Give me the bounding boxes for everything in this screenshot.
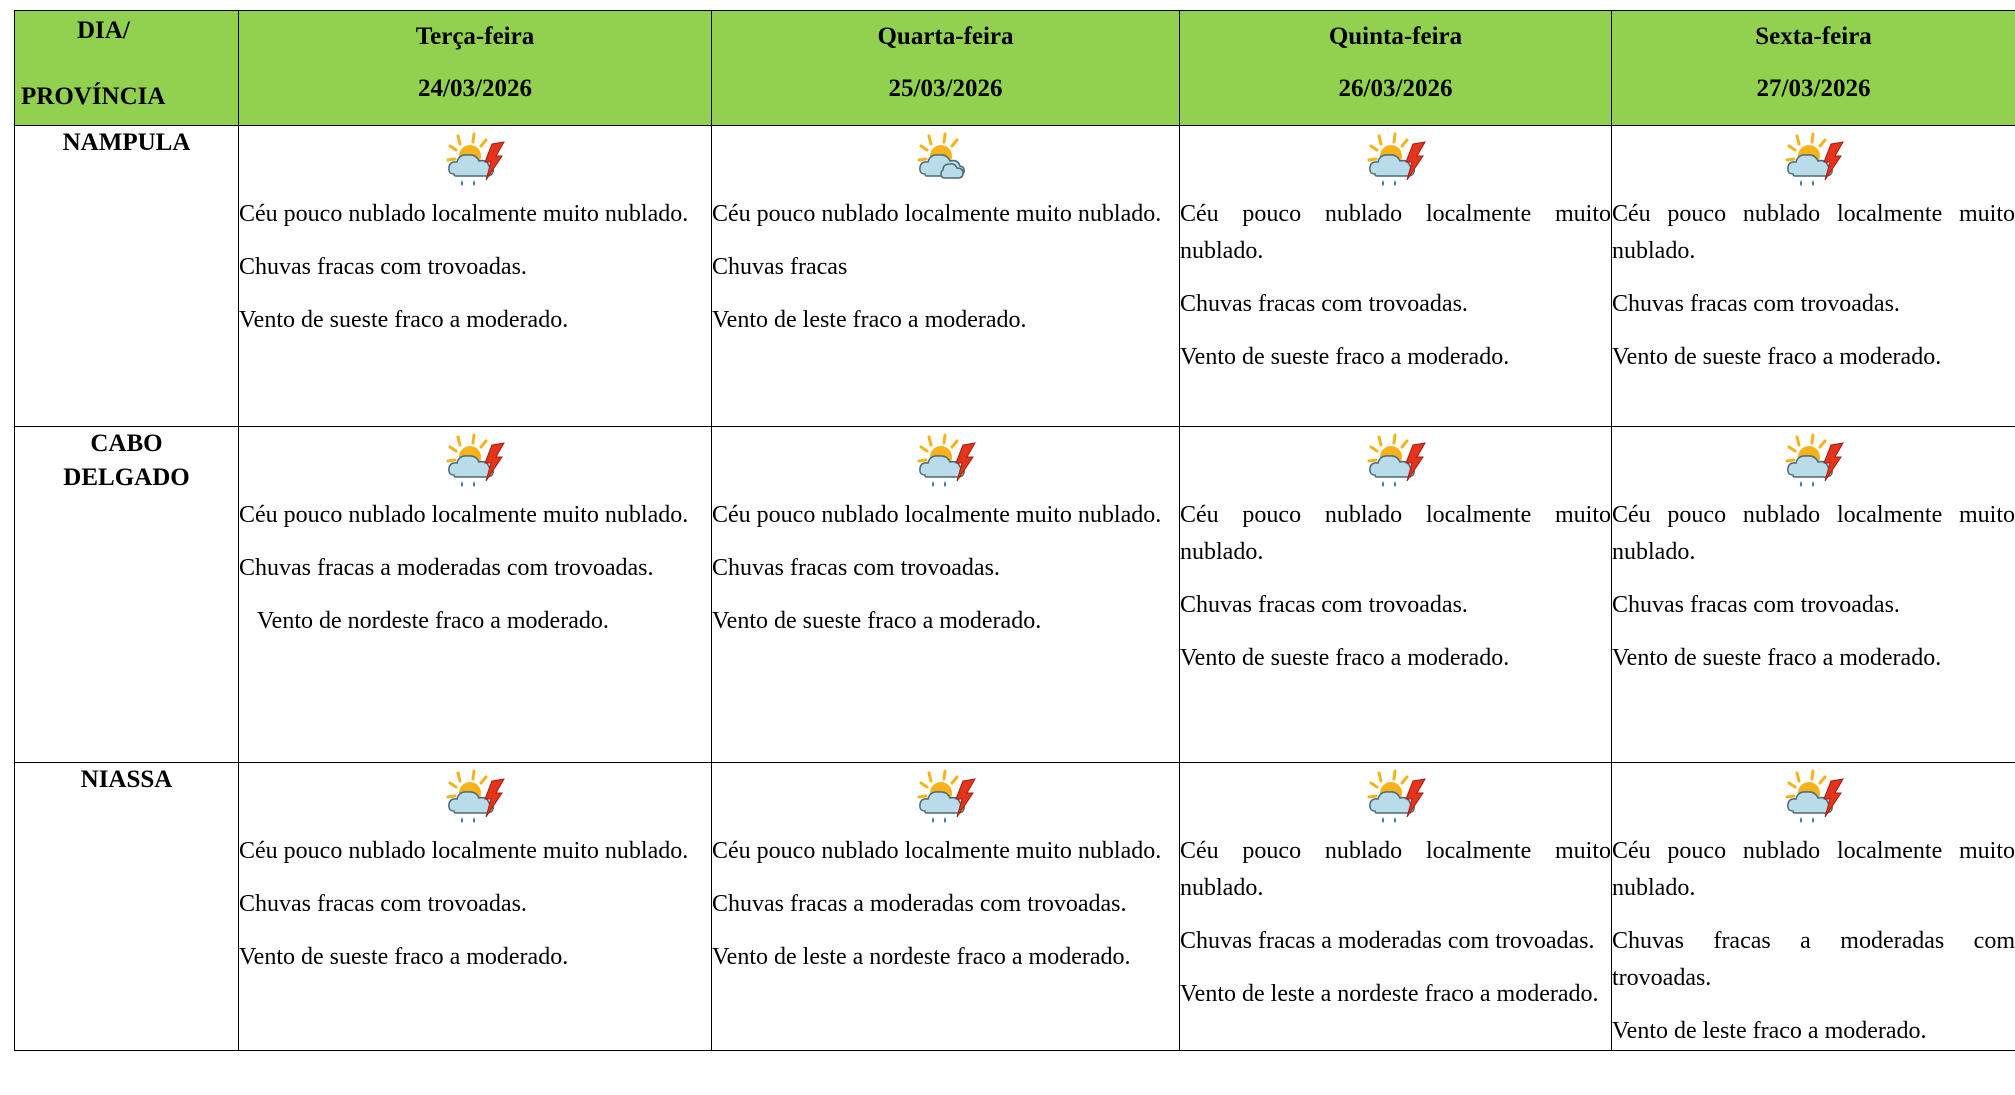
- sky-condition: Céu pouco nublado localmente muito nublado.: [239, 502, 689, 528]
- weather-icon-wrapper: [239, 126, 711, 196]
- sky-condition: Céu pouco nublado localmente muito nublado.: [1612, 201, 2015, 264]
- wind-condition: Vento de leste fraco a moderado.: [712, 307, 1027, 333]
- day-name: Quinta-feira: [1328, 23, 1463, 50]
- forecast-cell: [712, 763, 1180, 1051]
- sky-condition: Céu pouco nublado localmente muito nublado.: [1180, 502, 1611, 565]
- province-name-line: NIASSA: [80, 766, 173, 793]
- weather-icon-wrapper: [1612, 427, 2015, 497]
- wind-condition: Vento de sueste fraco a moderado.: [239, 944, 569, 970]
- day-header-label: DIA/: [77, 17, 130, 44]
- sky-condition: Céu pouco nublado localmente muito nublado.: [712, 502, 1162, 528]
- rain-condition: Chuvas fracas a moderadas com trovoadas.: [239, 555, 654, 581]
- rain-condition: Chuvas fracas com trovoadas.: [1612, 291, 1900, 317]
- day-name: Quarta-feira: [877, 23, 1014, 50]
- partly-cloudy-thunderstorm-icon: [913, 433, 979, 491]
- day-date: 26/03/2026: [1338, 75, 1453, 102]
- weather-icon-wrapper: [712, 763, 1179, 833]
- forecast-cell: [712, 126, 1180, 427]
- partly-cloudy-thunderstorm-icon: [1363, 132, 1429, 190]
- sky-condition: Céu pouco nublado localmente muito nublado.: [712, 838, 1162, 864]
- wind-condition: Vento de leste fraco a moderado.: [1612, 1018, 1927, 1044]
- wind-condition: Vento de sueste fraco a moderado.: [1612, 645, 1942, 671]
- sky-condition: Céu pouco nublado localmente muito nublado.: [712, 201, 1162, 227]
- weather-icon-wrapper: [1180, 763, 1611, 833]
- rain-condition: Chuvas fracas com trovoadas.: [712, 555, 1000, 581]
- forecast-cell: [1612, 763, 2015, 1051]
- forecast-cell: [1180, 427, 1612, 763]
- forecast-cell: [1180, 763, 1612, 1051]
- sky-condition: Céu pouco nublado localmente muito nublado.: [239, 201, 689, 227]
- day-date: 27/03/2026: [1756, 75, 1871, 102]
- rain-condition: Chuvas fracas com trovoadas.: [239, 891, 527, 917]
- forecast-table: [14, 10, 2015, 1051]
- weather-icon-wrapper: [239, 427, 711, 497]
- day-header: [1612, 11, 2015, 126]
- sky-condition: Céu pouco nublado localmente muito nublado.: [1612, 502, 2015, 565]
- forecast-cell: [239, 763, 712, 1051]
- partly-cloudy-thunderstorm-icon: [1781, 132, 1847, 190]
- partly-cloudy-thunderstorm-icon: [913, 769, 979, 827]
- sky-condition: Céu pouco nublado localmente muito nublado.: [1612, 838, 2015, 901]
- sky-condition: Céu pouco nublado localmente muito nublado.: [239, 838, 689, 864]
- province-name: [15, 763, 239, 1051]
- partly-cloudy-thunderstorm-icon: [442, 132, 508, 190]
- forecast-cell: [239, 126, 712, 427]
- partly-cloudy-thunderstorm-icon: [1781, 433, 1847, 491]
- province-name-line: CABO: [90, 430, 163, 457]
- weather-icon-wrapper: [712, 126, 1179, 196]
- weather-icon-wrapper: [239, 763, 711, 833]
- day-header: [239, 11, 712, 126]
- province-name-line: DELGADO: [63, 464, 190, 491]
- province-row: [15, 427, 2015, 763]
- province-name: [15, 126, 239, 427]
- partly-cloudy-thunderstorm-icon: [1781, 769, 1847, 827]
- weather-icon-wrapper: [712, 427, 1179, 497]
- wind-condition: Vento de sueste fraco a moderado.: [239, 307, 569, 333]
- weather-icon-wrapper: [1180, 427, 1611, 497]
- province-name-line: NAMPULA: [62, 129, 191, 156]
- wind-condition: Vento de sueste fraco a moderado.: [1180, 344, 1510, 370]
- sky-condition: Céu pouco nublado localmente muito nublado.: [1180, 201, 1611, 264]
- weather-icon-wrapper: [1612, 126, 2015, 196]
- wind-condition: Vento de sueste fraco a moderado.: [712, 608, 1042, 634]
- weather-icon-wrapper: [1180, 126, 1611, 196]
- rain-condition: Chuvas fracas a moderadas com trovoadas.: [1180, 928, 1595, 954]
- province-row: [15, 763, 2015, 1051]
- forecast-cell: [712, 427, 1180, 763]
- rain-condition: Chuvas fracas: [712, 254, 848, 280]
- wind-condition: Vento de leste a nordeste fraco a moderado.: [712, 944, 1131, 970]
- wind-condition: Vento de sueste fraco a moderado.: [1180, 645, 1510, 671]
- weather-icon-wrapper: [1612, 763, 2015, 833]
- wind-condition: Vento de nordeste fraco a moderado.: [257, 608, 609, 634]
- rain-condition: Chuvas fracas com trovoadas.: [239, 254, 527, 280]
- day-header: [1180, 11, 1612, 126]
- corner-header: [15, 11, 239, 126]
- partly-cloudy-thunderstorm-icon: [1363, 769, 1429, 827]
- rain-condition: Chuvas fracas com trovoadas.: [1180, 291, 1468, 317]
- partly-cloudy-icon: [913, 132, 979, 190]
- day-name: Sexta-feira: [1755, 23, 1872, 50]
- sky-condition: Céu pouco nublado localmente muito nublado.: [1180, 838, 1611, 901]
- day-date: 24/03/2026: [418, 75, 532, 102]
- day-date: 25/03/2026: [888, 75, 1003, 102]
- province-row: [15, 126, 2015, 427]
- province-header-label: PROVÍNCIA: [21, 83, 166, 110]
- rain-condition: Chuvas fracas com trovoadas.: [1612, 592, 1900, 618]
- partly-cloudy-thunderstorm-icon: [442, 769, 508, 827]
- province-name: [15, 427, 239, 763]
- forecast-cell: [239, 427, 712, 763]
- forecast-cell: [1612, 126, 2015, 427]
- wind-condition: Vento de leste a nordeste fraco a moderado.: [1180, 981, 1599, 1007]
- day-header: [712, 11, 1180, 126]
- header-row: [15, 11, 2015, 126]
- forecast-cell: [1180, 126, 1612, 427]
- day-name: Terça-feira: [415, 23, 535, 50]
- partly-cloudy-thunderstorm-icon: [442, 433, 508, 491]
- rain-condition: Chuvas fracas a moderadas com trovoadas.: [712, 891, 1127, 917]
- rain-condition: Chuvas fracas a moderadas com trovoadas.: [1612, 928, 2015, 991]
- wind-condition: Vento de sueste fraco a moderado.: [1612, 344, 1942, 370]
- partly-cloudy-thunderstorm-icon: [1363, 433, 1429, 491]
- rain-condition: Chuvas fracas com trovoadas.: [1180, 592, 1468, 618]
- forecast-cell: [1612, 427, 2015, 763]
